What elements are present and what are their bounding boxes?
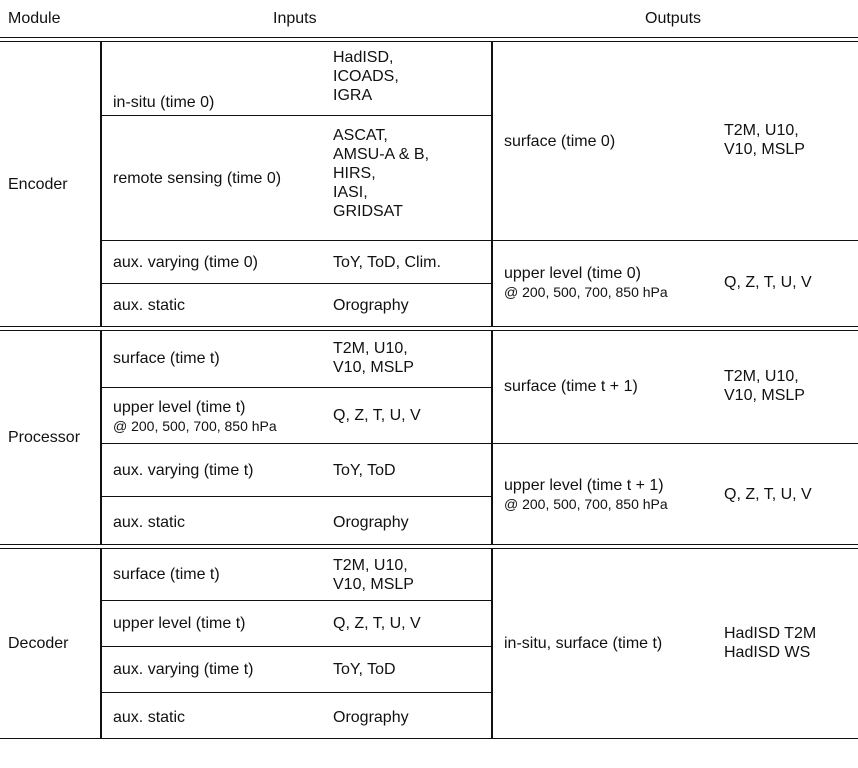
processor-input-label: aux. varying (time t) [113, 462, 254, 479]
decoder-output-value [724, 624, 816, 662]
processor-output-label: surface (time t + 1) [504, 378, 638, 395]
column-divider-encoder-right [491, 41, 493, 327]
encoder-processor-rule-bottom [0, 330, 858, 331]
header-module: Module [8, 10, 61, 27]
value-line: T2M, U10, [724, 368, 799, 385]
processor-output-value [724, 367, 805, 405]
value-line: V10, MSLP [724, 387, 805, 404]
column-divider-processor-left [100, 331, 102, 545]
header-rule-bottom [0, 41, 858, 42]
processor-input-label [113, 398, 277, 436]
processor-output-value: Q, Z, T, U, V [724, 486, 812, 503]
encoder-processor-rule-top [0, 326, 858, 327]
value-line: T2M, U10, [333, 340, 408, 357]
encoder-input-label: aux. varying (time 0) [113, 254, 258, 271]
processor-input-rule-3 [100, 496, 492, 497]
decoder-input-rule-1 [100, 600, 492, 601]
value-line: HIRS, [333, 165, 376, 182]
column-divider-decoder-left [100, 549, 102, 738]
value-line: V10, MSLP [333, 576, 414, 593]
processor-input-value: ToY, ToD [333, 462, 396, 479]
input-label-main: upper level (time t) [113, 399, 246, 416]
value-line: GRIDSAT [333, 203, 403, 220]
decoder-input-value: ToY, ToD [333, 661, 396, 678]
value-line: ICOADS, [333, 68, 399, 85]
value-line: HadISD WS [724, 644, 811, 661]
processor-input-value: Q, Z, T, U, V [333, 407, 421, 424]
module-decoder: Decoder [8, 635, 69, 652]
value-line: HadISD T2M [724, 625, 817, 642]
processor-input-rule-2 [100, 443, 858, 444]
processor-input-rule-1 [100, 387, 492, 388]
encoder-output-value: Q, Z, T, U, V [724, 274, 812, 291]
encoder-input-value: Orography [333, 297, 409, 314]
output-label-main: upper level (time t + 1) [504, 477, 664, 494]
header-rule-top [0, 37, 858, 38]
decoder-input-value [333, 556, 414, 594]
encoder-input-rule-3 [100, 283, 492, 284]
output-label-sub: @ 200, 500, 700, 850 hPa [504, 496, 668, 512]
value-line: V10, MSLP [333, 359, 414, 376]
header-inputs: Inputs [273, 10, 317, 27]
value-line: T2M, U10, [724, 122, 799, 139]
encoder-input-label: aux. static [113, 297, 186, 314]
header-outputs: Outputs [645, 10, 702, 27]
processor-output-label [504, 476, 668, 514]
encoder-input-value: ToY, ToD, Clim. [333, 254, 441, 271]
module-encoder: Encoder [8, 176, 68, 193]
value-line: IGRA [333, 87, 373, 104]
processor-input-label: aux. static [113, 514, 186, 531]
value-line: ASCAT, [333, 127, 388, 144]
encoder-input-label: in-situ (time 0) [113, 94, 215, 111]
value-line: V10, MSLP [724, 141, 805, 158]
module-processor: Processor [8, 429, 81, 446]
column-divider-decoder-right [491, 549, 493, 738]
decoder-output-label: in-situ, surface (time t) [504, 635, 663, 652]
output-label-sub: @ 200, 500, 700, 850 hPa [504, 284, 668, 300]
decoder-input-rule-3 [100, 692, 492, 693]
encoder-input-value [333, 48, 399, 105]
decoder-input-value: Q, Z, T, U, V [333, 615, 421, 632]
decoder-input-label: upper level (time t) [113, 615, 246, 632]
column-divider-encoder-left [100, 41, 102, 327]
encoder-output-label: surface (time 0) [504, 133, 616, 150]
column-divider-processor-right [491, 331, 493, 545]
value-line: T2M, U10, [333, 557, 408, 574]
decoder-input-label: aux. varying (time t) [113, 661, 254, 678]
encoder-input-rule-2 [100, 240, 858, 241]
encoder-input-label: remote sensing (time 0) [113, 170, 282, 187]
decoder-input-value: Orography [333, 709, 409, 726]
value-line: IASI, [333, 184, 368, 201]
encoder-output-label [504, 264, 668, 302]
value-line: AMSU-A & B, [333, 146, 430, 163]
processor-input-value [333, 339, 414, 377]
input-label-sub: @ 200, 500, 700, 850 hPa [113, 418, 277, 434]
processor-decoder-rule-top [0, 544, 858, 545]
decoder-input-label: surface (time t) [113, 566, 220, 583]
decoder-input-rule-2 [100, 646, 492, 647]
output-label-main: upper level (time 0) [504, 265, 641, 282]
processor-input-label: surface (time t) [113, 350, 220, 367]
encoder-output-value [724, 121, 805, 159]
value-line: HadISD, [333, 49, 394, 66]
encoder-input-value [333, 126, 429, 221]
encoder-input-rule-1 [100, 115, 492, 116]
decoder-input-label: aux. static [113, 709, 186, 726]
table-bottom-rule [0, 738, 858, 739]
processor-decoder-rule-bottom [0, 548, 858, 549]
processor-input-value: Orography [333, 514, 409, 531]
